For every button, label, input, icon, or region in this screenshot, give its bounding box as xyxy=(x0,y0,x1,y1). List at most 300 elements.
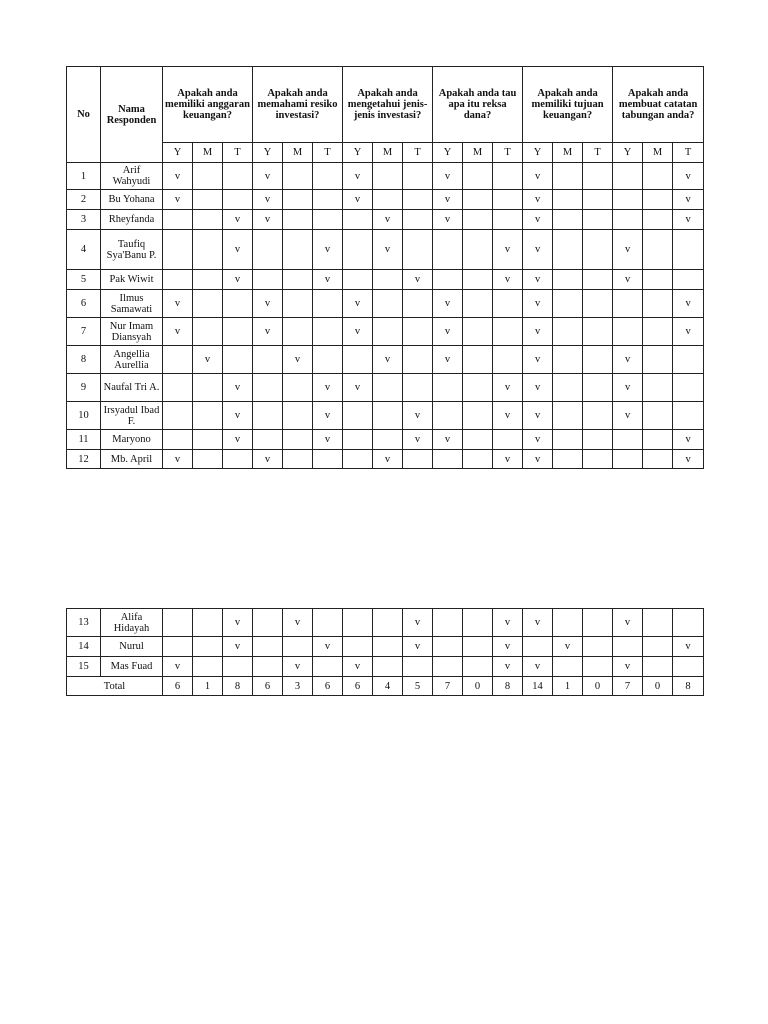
table-body-page-1 xyxy=(67,163,704,469)
answer-cell: v xyxy=(223,270,253,290)
answer-cell xyxy=(223,190,253,210)
answer-cell xyxy=(583,450,613,469)
answer-cell xyxy=(643,290,673,318)
answer-cell xyxy=(403,657,433,677)
respondent-name: Bu Yohana xyxy=(101,190,163,210)
answer-cell xyxy=(433,230,463,270)
answer-cell xyxy=(553,270,583,290)
answer-cell xyxy=(463,230,493,270)
total-value: 8 xyxy=(493,677,523,696)
answer-cell: v xyxy=(553,637,583,657)
answer-cell: v xyxy=(163,163,193,190)
table-row xyxy=(67,290,704,318)
answer-cell: v xyxy=(673,210,704,230)
total-value: 6 xyxy=(313,677,343,696)
option-header-cell: T xyxy=(403,143,433,163)
answer-cell: v xyxy=(313,270,343,290)
answer-cell xyxy=(493,318,523,346)
option-header-cell: M xyxy=(643,143,673,163)
answer-cell: v xyxy=(433,318,463,346)
answer-cell xyxy=(583,430,613,450)
answer-cell: v xyxy=(343,163,373,190)
answer-cell xyxy=(463,609,493,637)
answer-cell xyxy=(583,290,613,318)
answer-cell xyxy=(553,290,583,318)
respondent-name: Nurul xyxy=(101,637,163,657)
answer-cell xyxy=(493,346,523,374)
row-number: 15 xyxy=(67,657,101,677)
answer-cell xyxy=(193,210,223,230)
answer-cell xyxy=(493,290,523,318)
answer-cell xyxy=(313,450,343,469)
option-header-cell: M xyxy=(283,143,313,163)
answer-cell xyxy=(373,637,403,657)
answer-cell xyxy=(553,230,583,270)
option-header-cell: M xyxy=(193,143,223,163)
answer-cell xyxy=(373,430,403,450)
answer-cell xyxy=(433,374,463,402)
answer-cell xyxy=(403,230,433,270)
answer-cell xyxy=(463,163,493,190)
answer-cell: v xyxy=(433,190,463,210)
answer-cell xyxy=(673,230,704,270)
total-label: Total xyxy=(67,677,163,696)
answer-cell xyxy=(643,210,673,230)
answer-cell xyxy=(163,402,193,430)
answer-cell xyxy=(193,637,223,657)
header-row xyxy=(67,67,704,143)
answer-cell xyxy=(493,430,523,450)
answer-cell: v xyxy=(673,190,704,210)
row-number: 12 xyxy=(67,450,101,469)
answer-cell: v xyxy=(163,450,193,469)
answer-cell xyxy=(283,430,313,450)
answer-cell: v xyxy=(253,318,283,346)
col-header-name: Nama Responden xyxy=(101,67,163,163)
answer-cell: v xyxy=(313,230,343,270)
answer-cell xyxy=(283,190,313,210)
answer-cell xyxy=(223,318,253,346)
answer-cell xyxy=(223,290,253,318)
answer-cell: v xyxy=(163,290,193,318)
total-value: 6 xyxy=(253,677,283,696)
answer-cell xyxy=(193,190,223,210)
answer-cell xyxy=(253,609,283,637)
answer-cell xyxy=(193,163,223,190)
question-header-3: Apakah anda mengetahui jenis-jenis investasi? xyxy=(343,67,433,143)
answer-cell xyxy=(253,230,283,270)
answer-cell xyxy=(463,374,493,402)
answer-cell xyxy=(583,318,613,346)
answer-cell: v xyxy=(223,402,253,430)
answer-cell xyxy=(163,346,193,374)
answer-cell: v xyxy=(343,290,373,318)
survey-table-page-1 xyxy=(66,66,704,469)
question-header-4: Apakah anda tau apa itu reksa dana? xyxy=(433,67,523,143)
table-row xyxy=(67,346,704,374)
answer-cell xyxy=(193,290,223,318)
answer-cell xyxy=(313,290,343,318)
answer-cell: v xyxy=(373,230,403,270)
answer-cell xyxy=(313,346,343,374)
answer-cell xyxy=(433,270,463,290)
answer-cell xyxy=(613,190,643,210)
answer-cell xyxy=(643,402,673,430)
answer-cell: v xyxy=(523,450,553,469)
answer-cell: v xyxy=(373,450,403,469)
answer-cell xyxy=(373,374,403,402)
answer-cell xyxy=(313,190,343,210)
answer-cell: v xyxy=(523,290,553,318)
answer-cell xyxy=(553,190,583,210)
answer-cell xyxy=(643,190,673,210)
answer-cell xyxy=(253,346,283,374)
answer-cell xyxy=(373,657,403,677)
answer-cell xyxy=(343,270,373,290)
row-number: 9 xyxy=(67,374,101,402)
answer-cell xyxy=(283,318,313,346)
answer-cell: v xyxy=(223,430,253,450)
answer-cell: v xyxy=(673,637,704,657)
answer-cell xyxy=(403,163,433,190)
answer-cell: v xyxy=(223,637,253,657)
answer-cell xyxy=(613,318,643,346)
question-header-2: Apakah anda memahami resiko investasi? xyxy=(253,67,343,143)
answer-cell xyxy=(193,609,223,637)
answer-cell xyxy=(253,270,283,290)
answer-cell: v xyxy=(673,290,704,318)
answer-cell xyxy=(193,450,223,469)
answer-cell xyxy=(163,210,193,230)
answer-cell xyxy=(403,190,433,210)
respondent-name: Irsyadul Ibad F. xyxy=(101,402,163,430)
answer-cell xyxy=(283,210,313,230)
table-row xyxy=(67,190,704,210)
answer-cell: v xyxy=(433,163,463,190)
answer-cell xyxy=(343,430,373,450)
answer-cell xyxy=(433,609,463,637)
answer-cell xyxy=(343,346,373,374)
answer-cell xyxy=(463,210,493,230)
answer-cell: v xyxy=(613,402,643,430)
answer-cell: v xyxy=(253,190,283,210)
answer-cell xyxy=(373,270,403,290)
answer-cell: v xyxy=(523,163,553,190)
answer-cell xyxy=(433,657,463,677)
answer-cell xyxy=(373,318,403,346)
table-row xyxy=(67,210,704,230)
answer-cell: v xyxy=(403,609,433,637)
respondent-name: Nur Imam Diansyah xyxy=(101,318,163,346)
total-value: 1 xyxy=(193,677,223,696)
answer-cell: v xyxy=(673,163,704,190)
answer-cell xyxy=(643,163,673,190)
answer-cell: v xyxy=(523,430,553,450)
answer-cell: v xyxy=(493,230,523,270)
answer-cell xyxy=(403,290,433,318)
answer-cell xyxy=(343,450,373,469)
answer-cell xyxy=(643,346,673,374)
total-value: 8 xyxy=(223,677,253,696)
answer-cell xyxy=(463,402,493,430)
respondent-name: Arif Wahyudi xyxy=(101,163,163,190)
answer-cell: v xyxy=(193,346,223,374)
option-header-cell: Y xyxy=(343,143,373,163)
question-header-6: Apakah anda membuat catatan tabungan anda? xyxy=(613,67,704,143)
answer-cell: v xyxy=(673,450,704,469)
respondent-name: Taufiq Sya'Banu P. xyxy=(101,230,163,270)
answer-cell: v xyxy=(523,402,553,430)
answer-cell: v xyxy=(613,346,643,374)
answer-cell xyxy=(163,270,193,290)
answer-cell: v xyxy=(253,450,283,469)
answer-cell xyxy=(313,318,343,346)
answer-cell xyxy=(403,318,433,346)
answer-cell xyxy=(613,450,643,469)
col-header-no: No xyxy=(67,67,101,163)
answer-cell: v xyxy=(223,230,253,270)
total-value: 14 xyxy=(523,677,553,696)
option-header-cell: M xyxy=(463,143,493,163)
option-header-cell: Y xyxy=(523,143,553,163)
answer-cell xyxy=(673,609,704,637)
answer-cell xyxy=(463,657,493,677)
answer-cell: v xyxy=(673,318,704,346)
option-header-cell: Y xyxy=(613,143,643,163)
answer-cell xyxy=(643,450,673,469)
answer-cell xyxy=(583,657,613,677)
answer-cell: v xyxy=(223,609,253,637)
answer-cell: v xyxy=(343,657,373,677)
answer-cell: v xyxy=(403,430,433,450)
table-row xyxy=(67,318,704,346)
answer-cell: v xyxy=(313,402,343,430)
table-row xyxy=(67,230,704,270)
answer-cell xyxy=(463,318,493,346)
answer-cell xyxy=(553,210,583,230)
answer-cell xyxy=(373,190,403,210)
answer-cell xyxy=(673,374,704,402)
answer-cell: v xyxy=(253,290,283,318)
answer-cell xyxy=(313,657,343,677)
answer-cell xyxy=(463,190,493,210)
answer-cell xyxy=(673,346,704,374)
answer-cell xyxy=(463,270,493,290)
answer-cell xyxy=(163,374,193,402)
answer-cell xyxy=(283,290,313,318)
answer-cell: v xyxy=(163,318,193,346)
total-value: 3 xyxy=(283,677,313,696)
answer-cell: v xyxy=(283,346,313,374)
answer-cell xyxy=(583,230,613,270)
respondent-name: Mas Fuad xyxy=(101,657,163,677)
answer-cell xyxy=(493,163,523,190)
option-header-cell: T xyxy=(583,143,613,163)
answer-cell xyxy=(463,450,493,469)
total-value: 0 xyxy=(583,677,613,696)
answer-cell xyxy=(433,450,463,469)
answer-cell xyxy=(433,402,463,430)
answer-cell: v xyxy=(433,430,463,450)
answer-cell xyxy=(253,637,283,657)
total-value: 7 xyxy=(433,677,463,696)
answer-cell: v xyxy=(433,346,463,374)
total-value: 7 xyxy=(613,677,643,696)
row-number: 5 xyxy=(67,270,101,290)
answer-cell: v xyxy=(343,318,373,346)
answer-cell xyxy=(343,230,373,270)
answer-cell xyxy=(613,163,643,190)
answer-cell xyxy=(463,637,493,657)
answer-cell: v xyxy=(433,290,463,318)
answer-cell xyxy=(643,270,673,290)
answer-cell: v xyxy=(613,374,643,402)
answer-cell xyxy=(463,346,493,374)
answer-cell xyxy=(433,637,463,657)
row-number: 13 xyxy=(67,609,101,637)
answer-cell xyxy=(283,402,313,430)
answer-cell xyxy=(313,163,343,190)
table-row xyxy=(67,637,704,657)
answer-cell xyxy=(493,190,523,210)
answer-cell xyxy=(493,210,523,230)
answer-cell xyxy=(343,609,373,637)
row-number: 7 xyxy=(67,318,101,346)
answer-cell: v xyxy=(493,450,523,469)
option-header-cell: Y xyxy=(433,143,463,163)
answer-cell: v xyxy=(373,210,403,230)
answer-cell: v xyxy=(223,374,253,402)
total-value: 8 xyxy=(673,677,704,696)
answer-cell: v xyxy=(523,609,553,637)
answer-cell xyxy=(643,318,673,346)
answer-cell: v xyxy=(523,190,553,210)
respondent-name: Ilmus Samawati xyxy=(101,290,163,318)
answer-cell xyxy=(403,346,433,374)
answer-cell: v xyxy=(223,210,253,230)
question-header-5: Apakah anda memiliki tujuan keuangan? xyxy=(523,67,613,143)
answer-cell xyxy=(373,609,403,637)
answer-cell: v xyxy=(493,657,523,677)
table-row xyxy=(67,657,704,677)
answer-cell xyxy=(283,637,313,657)
answer-cell: v xyxy=(313,637,343,657)
table-body-page-2 xyxy=(67,609,704,696)
answer-cell xyxy=(223,163,253,190)
table-row xyxy=(67,430,704,450)
answer-cell xyxy=(613,430,643,450)
answer-cell xyxy=(313,609,343,637)
total-value: 6 xyxy=(343,677,373,696)
table-row xyxy=(67,163,704,190)
answer-cell xyxy=(583,346,613,374)
answer-cell xyxy=(283,374,313,402)
total-row xyxy=(67,677,704,696)
answer-cell xyxy=(643,637,673,657)
row-number: 4 xyxy=(67,230,101,270)
answer-cell xyxy=(583,163,613,190)
answer-cell: v xyxy=(343,374,373,402)
answer-cell xyxy=(463,430,493,450)
option-header-row xyxy=(67,143,704,163)
answer-cell xyxy=(253,657,283,677)
answer-cell: v xyxy=(283,657,313,677)
answer-cell xyxy=(253,430,283,450)
answer-cell: v xyxy=(673,430,704,450)
respondent-name: Mb. April xyxy=(101,450,163,469)
option-header-cell: M xyxy=(553,143,583,163)
answer-cell: v xyxy=(523,374,553,402)
answer-cell xyxy=(553,609,583,637)
answer-cell xyxy=(553,374,583,402)
table-row xyxy=(67,402,704,430)
respondent-name: Naufal Tri A. xyxy=(101,374,163,402)
answer-cell xyxy=(373,402,403,430)
option-header-cell: T xyxy=(493,143,523,163)
answer-cell xyxy=(163,609,193,637)
table-row xyxy=(67,270,704,290)
answer-cell xyxy=(313,210,343,230)
answer-cell: v xyxy=(493,402,523,430)
answer-cell xyxy=(343,210,373,230)
answer-cell xyxy=(283,163,313,190)
respondent-name: Alifa Hidayah xyxy=(101,609,163,637)
table-row xyxy=(67,374,704,402)
answer-cell xyxy=(283,450,313,469)
row-number: 11 xyxy=(67,430,101,450)
answer-cell xyxy=(343,637,373,657)
answer-cell xyxy=(553,657,583,677)
answer-cell xyxy=(613,290,643,318)
total-value: 4 xyxy=(373,677,403,696)
answer-cell xyxy=(583,402,613,430)
answer-cell: v xyxy=(523,318,553,346)
answer-cell xyxy=(403,374,433,402)
answer-cell: v xyxy=(253,210,283,230)
answer-cell xyxy=(583,374,613,402)
answer-cell: v xyxy=(613,657,643,677)
total-value: 5 xyxy=(403,677,433,696)
answer-cell xyxy=(583,210,613,230)
answer-cell: v xyxy=(253,163,283,190)
answer-cell xyxy=(193,230,223,270)
total-value: 0 xyxy=(643,677,673,696)
answer-cell: v xyxy=(163,657,193,677)
answer-cell xyxy=(373,290,403,318)
answer-cell: v xyxy=(163,190,193,210)
answer-cell xyxy=(643,609,673,637)
answer-cell xyxy=(643,657,673,677)
answer-cell xyxy=(193,374,223,402)
answer-cell: v xyxy=(613,609,643,637)
answer-cell xyxy=(583,270,613,290)
option-header-cell: Y xyxy=(163,143,193,163)
answer-cell xyxy=(583,190,613,210)
respondent-name: Angellia Aurellia xyxy=(101,346,163,374)
answer-cell xyxy=(163,637,193,657)
total-value: 1 xyxy=(553,677,583,696)
answer-cell xyxy=(403,210,433,230)
table-row xyxy=(67,450,704,469)
answer-cell xyxy=(553,346,583,374)
answer-cell xyxy=(343,402,373,430)
answer-cell: v xyxy=(613,230,643,270)
answer-cell xyxy=(583,637,613,657)
respondent-name: Maryono xyxy=(101,430,163,450)
row-number: 10 xyxy=(67,402,101,430)
answer-cell xyxy=(193,430,223,450)
answer-cell: v xyxy=(403,637,433,657)
